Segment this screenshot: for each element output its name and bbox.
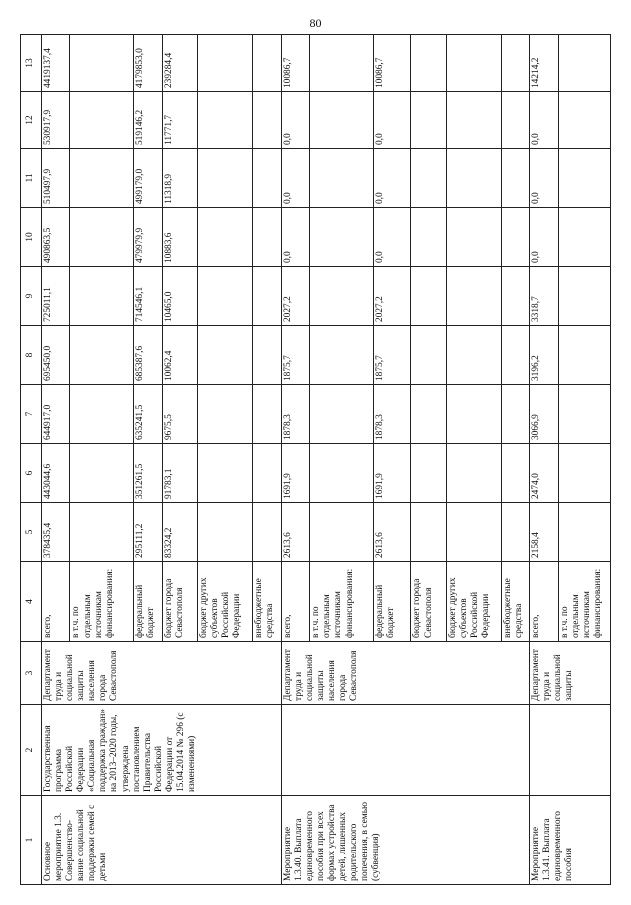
amount-cell [558, 385, 610, 444]
amount-cell [446, 149, 501, 208]
amount-cell [501, 208, 530, 267]
header-cell: 8 [21, 326, 42, 385]
amount-cell [253, 208, 282, 267]
measure-name-cell: Мероприятие 1.3.40. Выплата единовременного пособия при всех формах устройства детей, лишенных родительского попечения, в семью (субвенция) [281, 796, 530, 885]
program-doc-cell [281, 705, 530, 796]
amount-cell [198, 503, 253, 562]
amount-cell: 530917,9 [41, 92, 70, 149]
amount-cell [411, 208, 446, 267]
amount-cell [253, 35, 282, 92]
amount-cell: 2027,2 [374, 267, 411, 326]
amount-cell: 10883,6 [162, 208, 197, 267]
amount-cell [310, 92, 374, 149]
header-cell: 12 [21, 92, 42, 149]
program-doc-cell [530, 705, 611, 796]
amount-cell [558, 35, 610, 92]
amount-cell [446, 208, 501, 267]
amount-cell: 685387,6 [134, 326, 163, 385]
amount-cell: 351261,5 [134, 444, 163, 503]
amount-cell [446, 385, 501, 444]
executor-cell: Департамент труда и социальной защиты населения города Севастополя [41, 642, 281, 705]
amount-cell [253, 149, 282, 208]
amount-cell [198, 326, 253, 385]
amount-cell: 443044,6 [41, 444, 70, 503]
amount-cell [253, 444, 282, 503]
funding-source-cell: в т.ч. по отдельным источникам финансирования: [70, 562, 134, 642]
amount-cell: 0,0 [530, 149, 559, 208]
header-row [21, 35, 42, 885]
amount-cell: 10086,7 [281, 35, 310, 92]
amount-cell [310, 149, 374, 208]
amount-cell [558, 503, 610, 562]
amount-cell: 1691,9 [374, 444, 411, 503]
funding-source-cell: бюджет других субъектов Российской Федерации [198, 562, 253, 642]
funding-source-cell: внебюджетные средства [501, 562, 530, 642]
amount-cell: 83324,2 [162, 503, 197, 562]
amount-cell: 0,0 [530, 208, 559, 267]
amount-cell [501, 149, 530, 208]
funding-source-cell: в т.ч. по отдельным источникам финансирования: [558, 562, 610, 642]
amount-cell [501, 503, 530, 562]
amount-cell: 378435,4 [41, 503, 70, 562]
amount-cell: 0,0 [281, 208, 310, 267]
measure-name-cell: Мероприятие 1.3.41. Выплата единовременного пособия [530, 796, 611, 885]
amount-cell [446, 326, 501, 385]
amount-cell [70, 149, 134, 208]
amount-cell [253, 503, 282, 562]
amount-cell [70, 385, 134, 444]
amount-cell: 9675,5 [162, 385, 197, 444]
amount-cell [70, 208, 134, 267]
header-cell: 7 [21, 385, 42, 444]
amount-cell [310, 385, 374, 444]
amount-cell: 2158,4 [530, 503, 559, 562]
amount-cell: 4419137,4 [41, 35, 70, 92]
header-cell: 3 [21, 642, 42, 705]
amount-cell [558, 444, 610, 503]
amount-cell: 1691,9 [281, 444, 310, 503]
header-cell: 13 [21, 35, 42, 92]
amount-cell [411, 444, 446, 503]
amount-cell: 11318,9 [162, 149, 197, 208]
measure-name-cell: Основное мероприятие 1.3. Совершенство-вание социальной поддержки семей с детьми [41, 796, 281, 885]
amount-cell [70, 444, 134, 503]
amount-cell: 2613,6 [374, 503, 411, 562]
amount-cell [411, 503, 446, 562]
amount-cell [70, 267, 134, 326]
amount-cell: 0,0 [374, 208, 411, 267]
amount-cell [253, 92, 282, 149]
amount-cell: 4179853,0 [134, 35, 163, 92]
amount-cell [446, 444, 501, 503]
amount-cell [411, 326, 446, 385]
amount-cell: 3196,2 [530, 326, 559, 385]
amount-cell [558, 149, 610, 208]
amount-cell [198, 267, 253, 326]
amount-cell [253, 385, 282, 444]
amount-cell: 10086,7 [374, 35, 411, 92]
amount-cell [70, 92, 134, 149]
executor-cell: Департамент труда и социальной защиты [530, 642, 611, 705]
header-cell: 10 [21, 208, 42, 267]
amount-cell [198, 444, 253, 503]
amount-cell [446, 503, 501, 562]
amount-cell [253, 326, 282, 385]
amount-cell [558, 208, 610, 267]
amount-cell: 14214,2 [530, 35, 559, 92]
amount-cell [411, 385, 446, 444]
table-row [530, 35, 559, 885]
amount-cell [411, 92, 446, 149]
funding-source-cell: федеральный бюджет [134, 562, 163, 642]
amount-cell: 2474,0 [530, 444, 559, 503]
amount-cell: 695450,0 [41, 326, 70, 385]
amount-cell: 499179,0 [134, 149, 163, 208]
funding-source-cell: бюджет других субъектов Российской Федерации [446, 562, 501, 642]
amount-cell [446, 35, 501, 92]
amount-cell: 0,0 [281, 149, 310, 208]
amount-cell: 1875,7 [281, 326, 310, 385]
amount-cell: 295111,2 [134, 503, 163, 562]
budget-table [20, 34, 611, 885]
amount-cell: 479979,9 [134, 208, 163, 267]
amount-cell: 239284,4 [162, 35, 197, 92]
header-cell: 5 [21, 503, 42, 562]
rotated-table-wrapper [20, 35, 631, 881]
amount-cell: 10465,0 [162, 267, 197, 326]
funding-source-cell: внебюджетные средства [253, 562, 282, 642]
amount-cell [70, 326, 134, 385]
amount-cell: 11771,7 [162, 92, 197, 149]
amount-cell: 3066,9 [530, 385, 559, 444]
amount-cell [70, 503, 134, 562]
amount-cell [501, 385, 530, 444]
table-row [41, 35, 70, 885]
amount-cell [310, 503, 374, 562]
amount-cell: 1878,3 [374, 385, 411, 444]
amount-cell: 0,0 [530, 92, 559, 149]
amount-cell: 644917,0 [41, 385, 70, 444]
amount-cell: 0,0 [374, 92, 411, 149]
amount-cell: 635241,5 [134, 385, 163, 444]
header-cell: 2 [21, 705, 42, 796]
header-cell: 1 [21, 796, 42, 885]
amount-cell [310, 35, 374, 92]
header-cell: 6 [21, 444, 42, 503]
amount-cell [411, 267, 446, 326]
amount-cell [501, 267, 530, 326]
amount-cell [198, 35, 253, 92]
page-number: 80 [309, 16, 322, 30]
funding-source-cell: всего, [281, 562, 310, 642]
amount-cell [501, 326, 530, 385]
amount-cell: 490863,5 [41, 208, 70, 267]
amount-cell [310, 444, 374, 503]
program-doc-cell: Государственная программа Российской Федерации «Социальная поддержка граждан» на 2013–2020 годы, утверждена постановлением Правительства Российской Федерации от 15.04.2014 № 296 (с изменениями) [41, 705, 281, 796]
amount-cell: 2027,2 [281, 267, 310, 326]
amount-cell: 1875,7 [374, 326, 411, 385]
amount-cell [70, 35, 134, 92]
amount-cell: 91783,1 [162, 444, 197, 503]
amount-cell [411, 35, 446, 92]
amount-cell: 2613,6 [281, 503, 310, 562]
amount-cell [558, 92, 610, 149]
amount-cell [198, 92, 253, 149]
amount-cell: 0,0 [374, 149, 411, 208]
funding-source-cell: всего, [530, 562, 559, 642]
funding-source-cell: федеральный бюджет [374, 562, 411, 642]
amount-cell: 10062,4 [162, 326, 197, 385]
amount-cell [198, 149, 253, 208]
funding-source-cell: бюджет города Севастополя [411, 562, 446, 642]
amount-cell: 519146,2 [134, 92, 163, 149]
amount-cell: 3318,7 [530, 267, 559, 326]
amount-cell [198, 385, 253, 444]
amount-cell [310, 208, 374, 267]
funding-source-cell: в т.ч. по отдельным источникам финансирования: [310, 562, 374, 642]
amount-cell [198, 208, 253, 267]
header-cell: 11 [21, 149, 42, 208]
funding-source-cell: бюджет города Севастополя [162, 562, 197, 642]
amount-cell [501, 444, 530, 503]
amount-cell: 725011,1 [41, 267, 70, 326]
amount-cell [310, 267, 374, 326]
amount-cell: 510497,9 [41, 149, 70, 208]
amount-cell [501, 35, 530, 92]
amount-cell [446, 92, 501, 149]
amount-cell: 714546,1 [134, 267, 163, 326]
executor-cell: Департамент труда и социальной защиты населения города Севастополя [281, 642, 530, 705]
amount-cell [411, 149, 446, 208]
header-cell: 4 [21, 562, 42, 642]
amount-cell [310, 326, 374, 385]
amount-cell: 1878,3 [281, 385, 310, 444]
header-cell: 9 [21, 267, 42, 326]
amount-cell [253, 267, 282, 326]
amount-cell [501, 92, 530, 149]
amount-cell [446, 267, 501, 326]
funding-source-cell: всего, [41, 562, 70, 642]
table-row [281, 35, 310, 885]
amount-cell [558, 326, 610, 385]
amount-cell [558, 267, 610, 326]
amount-cell: 0,0 [281, 92, 310, 149]
